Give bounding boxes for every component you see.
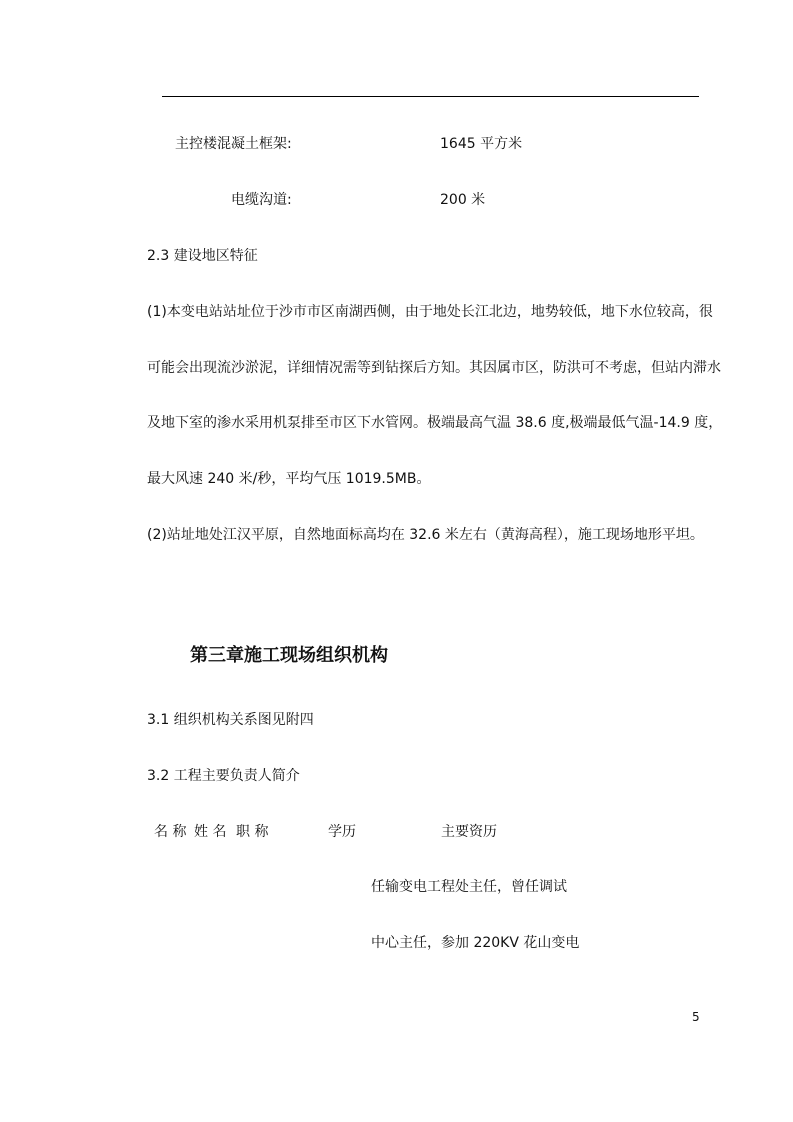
chapter-title: 第三章施工现场组织机构	[190, 645, 388, 666]
paragraph-line: 及地下室的渗水采用机泵排至市区下水管网。极端最高气温 38.6 度,极端最低气温-14.9 度，	[147, 415, 723, 431]
frame-value: 1645 平方米	[440, 136, 523, 152]
frame-label: 主控楼混凝土框架:	[175, 136, 292, 152]
paragraph-line: 可能会出现流沙淤泥，详细情况需等到钻探后方知。其因属市区，防洪可不考虑，但站内滞水	[147, 360, 721, 376]
paragraph-line: (1)本变电站站址位于沙市市区南湖西侧，由于地处长江北边，地势较低，地下水位较高，很	[147, 304, 713, 320]
cable-label: 电缆沟道:	[231, 192, 292, 208]
paragraph-line: (2)站址地处江汉平原，自然地面标高均在 32.6 米左右（黄海高程），施工现场地形平坦。	[147, 527, 704, 543]
page-number: 5	[692, 1010, 700, 1024]
paragraph-line: 最大风速 240 米/秒，平均气压 1019.5MB。	[147, 471, 431, 487]
section-heading: 3.2 工程主要负责人简介	[147, 768, 300, 784]
table-header-education: 学历	[328, 824, 356, 840]
qualification-line: 任输变电工程处主任，曾任调试	[371, 879, 567, 895]
table-header-qualification: 主要资历	[441, 824, 497, 840]
section-heading: 2.3 建设地区特征	[147, 248, 258, 264]
table-header-name: 名 称	[154, 824, 187, 840]
table-header-title: 职 称	[236, 824, 269, 840]
section-heading: 3.1 组织机构关系图见附四	[147, 712, 314, 728]
cable-value: 200 米	[440, 192, 486, 208]
table-header-person: 姓 名	[194, 824, 227, 840]
qualification-line: 中心主任，参加 220KV 花山变电	[371, 935, 580, 951]
header-rule	[162, 96, 699, 97]
